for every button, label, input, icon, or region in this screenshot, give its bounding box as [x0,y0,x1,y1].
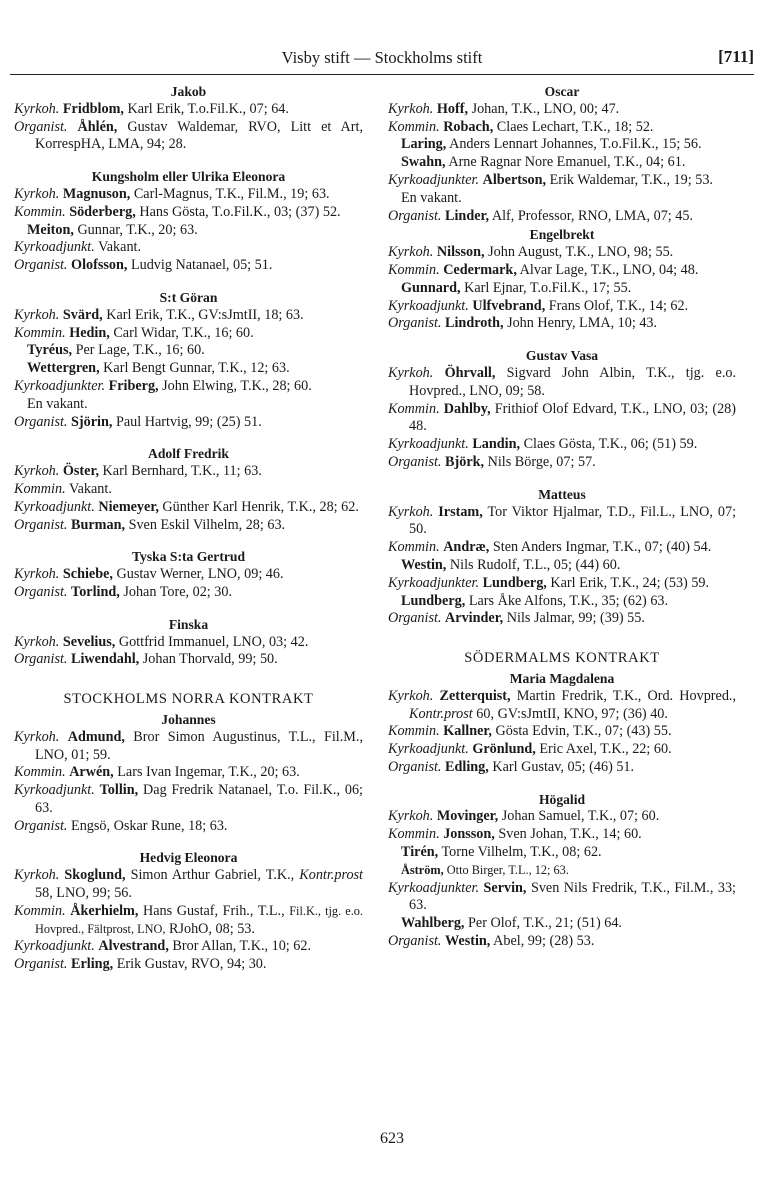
staff-entry [14,360,363,378]
staff-entry [388,298,736,316]
role-label: Kommin. [14,902,66,919]
person-surname: Åhlén, [77,118,118,135]
person-surname: Alvestrand, [98,938,169,955]
role-label: Organist. [14,118,68,135]
staff-entry [388,315,736,333]
staff-entry [388,808,736,826]
person-surname: Edling, [445,758,489,775]
staff-entry [14,239,363,257]
person-surname: Dahlby, [443,400,491,417]
staff-entry [388,610,736,628]
role-label: Kyrkoh. [14,306,60,323]
role-label: Kyrkoh. [14,728,60,745]
person-surname: Admund, [67,728,125,745]
staff-entry [14,414,363,432]
footer-page-number: 623 [380,1130,404,1147]
person-surname: Andræ, [443,539,490,556]
person-details: Gustav Waldemar, RVO, Litt et Art, KorrespHA, LMA, 94; 28. [35,118,363,153]
person-surname: Björk, [445,453,485,470]
person-details: Karl Erik, T.o.Fil.K., 07; 64. [127,100,289,117]
contract-heading: STOCKHOLMS NORRA KONTRAKT [63,691,314,708]
person-details: Bror Simon Augustinus, T.L., Fil.M., LNO, 01; 59. [35,728,363,763]
role-label: Kyrkoh. [14,185,60,202]
staff-entry [388,454,736,472]
role-label: Kommin. [388,261,440,278]
role-label: Kommin. [388,118,440,135]
person-surname: Gunnard, [401,279,461,296]
staff-entry [14,325,363,343]
header-title: Visby stift — Stockholms stift [281,48,483,67]
person-details: Sten Anders Ingmar, T.K., 07; (40) 54. [492,539,712,556]
role-label: Kyrkoadjunkt. [388,297,469,314]
staff-entry [388,365,736,401]
role-label: Kommin. [14,203,66,220]
person-details: Hans Gösta, T.o.Fil.K., 03; (37) 52. [139,203,341,220]
person-details: John August, T.K., LNO, 98; 55. [488,244,674,261]
person-details: Johan Thorvald, 99; 50. [142,651,278,668]
role-label: Kommin. [388,400,440,417]
person-details: Nils Rudolf, T.L., 05; (44) 60. [449,556,621,573]
church-heading: Högalid [538,791,586,807]
person-surname: Lundberg, [482,574,547,591]
staff-entry [388,244,736,262]
staff-entry [14,651,363,669]
person-details: Erik Gustav, RVO, 94; 30. [116,956,267,973]
person-details: Gustav Werner, LNO, 09; 46. [116,566,284,583]
staff-entry [388,741,736,759]
staff-entry [388,862,736,880]
staff-entry [388,280,736,298]
person-details: Gunnar, T.K., 20; 63. [77,221,198,238]
person-surname: Laring, [401,136,447,153]
role-label: Kontr.prost [299,867,363,884]
person-details: Lars Åke Alfons, T.K., 35; (62) 63. [468,592,669,609]
person-surname: Burman, [71,516,126,533]
staff-entry [14,729,363,765]
person-details: 60, GV:sJmtII, KNO, 97; (36) 40. [472,705,668,722]
person-details: John Henry, LMA, 10; 43. [507,315,658,332]
person-surname: Skoglund, [64,867,126,884]
role-label: Kyrkoadjunkter. [388,574,480,591]
person-surname: Wahlberg, [401,915,465,932]
person-surname: Zetterquist, [439,687,511,704]
role-label: Kommin. [14,480,66,497]
person-details: Hans Gustaf, Frih., T.L., [142,902,290,919]
person-details: Carl Widar, T.K., 16; 60. [113,324,254,341]
role-label: Kyrkoh. [388,503,434,520]
church-heading: Gustav Vasa [525,348,599,364]
staff-entry [14,517,363,535]
person-details: Vakant. [98,239,142,256]
person-surname: Söderberg, [69,203,136,220]
person-surname: Arwén, [69,764,114,781]
person-details: Claes Lechart, T.K., 18; 52. [496,118,654,135]
person-details: Anders Lennart Johannes, T.o.Fil.K., 15; 56. [449,136,702,153]
person-surname: Åkerhielm, [70,902,139,919]
role-label: Kyrkoh. [14,633,60,650]
person-details: Nils Börge, 07; 57. [487,453,596,470]
church-heading: Adolf Fredrik [148,446,229,462]
role-label: Organist. [14,817,68,834]
person-details: Martin Fredrik, T.K., Ord. Hovpred., [516,687,737,704]
person-details: Alf, Professor, RNO, LMA, 07; 45. [491,207,694,224]
person-surname: Sjörin, [71,413,113,430]
person-details: Karl Erik, T.K., 24; (53) 59. [550,574,710,591]
person-details: Günther Karl Henrik, T.K., 28; 62. [162,498,359,515]
person-surname: Öster, [62,463,99,480]
role-label: Kyrkoadjunkt. [14,239,95,256]
role-label: Kyrkoh. [388,100,434,117]
role-label: Kyrkoadjunkt. [14,938,95,955]
staff-entry [14,481,363,499]
person-details: Vakant. [68,480,112,497]
church-heading: Kungsholm eller Ulrika Eleonora [91,169,286,185]
staff-entry [14,956,363,974]
staff-entry [388,688,736,724]
person-surname: Schiebe, [62,566,113,583]
person-surname: Sevelius, [62,633,116,650]
role-label: Kyrkoh. [388,808,434,825]
person-details: Torne Vilhelm, T.K., 08; 62. [441,844,602,861]
role-label: Kommin. [388,826,440,843]
person-details: Erik Waldemar, T.K., 19; 53. [549,171,713,188]
role-label: Organist. [388,933,442,950]
staff-entry [14,342,363,360]
church-heading: Johannes [161,711,216,727]
person-details: Carl-Magnus, T.K., Fil.M., 19; 63. [133,185,330,202]
staff-entry [388,401,736,437]
person-surname: Irstam, [438,503,483,520]
person-surname: Liwendahl, [71,651,140,668]
right-column [388,82,736,951]
role-label: Kontr.prost [409,705,473,722]
person-surname: Ulfvebrand, [472,297,546,314]
staff-entry [388,759,736,777]
person-surname: Fridblom, [62,100,124,117]
role-label: Kyrkoh. [14,867,60,884]
staff-entry [14,867,363,903]
person-details: Gottfrid Immanuel, LNO, 03; 42. [118,633,309,650]
role-label: Organist. [14,516,68,533]
person-surname: Linder, [445,207,490,224]
person-surname: Kallner, [443,723,492,740]
person-details: En vakant. [27,395,88,412]
role-label: Kyrkoadjunkt. [14,782,95,799]
staff-entry [14,938,363,956]
church-heading: Hedvig Eleonora [139,850,238,866]
staff-entry [388,172,736,190]
person-surname: Tyréus, [27,342,73,359]
person-details: Eric Axel, T.K., 22; 60. [539,741,672,758]
staff-entry [388,190,736,208]
staff-entry [14,396,363,414]
person-surname: Swahn, [401,154,446,171]
person-details: Bror Allan, T.K., 10; 62. [172,938,312,955]
staff-entry [14,903,363,939]
person-surname: Nilsson, [436,244,485,261]
staff-entry [388,826,736,844]
staff-entry [388,119,736,137]
staff-entry [14,584,363,602]
person-details: Karl Ejnar, T.o.Fil.K., 17; 55. [464,279,632,296]
person-details: Karl Erik, T.K., GV:sJmtII, 18; 63. [106,306,304,323]
role-label: Organist. [14,956,68,973]
staff-entry [388,101,736,119]
role-label: Kyrkoadjunkter. [388,171,480,188]
staff-entry [388,436,736,454]
person-details: Simon Arthur Gabriel, T.K., [130,867,300,884]
person-surname: Erling, [71,956,114,973]
person-details: Ludvig Natanael, 05; 51. [130,257,273,274]
person-details: Karl Gustav, 05; (46) 51. [492,758,635,775]
person-surname: Lundberg, [401,592,466,609]
role-label: Kyrkoh. [388,687,434,704]
role-label: Organist. [388,610,442,627]
staff-entry [14,463,363,481]
role-label: Kommin. [14,764,66,781]
person-details: Per Lage, T.K., 16; 60. [75,342,205,359]
person-surname: Servin, [483,879,527,896]
person-details: Per Olof, T.K., 21; (51) 64. [468,915,622,932]
person-surname: Hoff, [436,100,469,117]
staff-entry [388,880,736,916]
role-label: Kommin. [388,723,440,740]
staff-entry [388,504,736,540]
person-details: Dag Fredrik Natanael, T.o. Fil.K., 06; 63. [35,782,363,816]
staff-entry [14,764,363,782]
person-surname: Meiton, [27,221,74,238]
person-surname: Torlind, [71,583,120,600]
person-surname: Niemeyer, [98,498,159,515]
staff-entry [14,307,363,325]
person-details: Tor Viktor Hjalmar, T.D., Fil.L., LNO, 07; 50. [409,503,737,538]
staff-entry [14,818,363,836]
role-label: Kyrkoh. [14,100,60,117]
staff-entry [14,222,363,240]
staff-entry [388,723,736,741]
staff-entry [388,593,736,611]
staff-entry [14,101,363,119]
staff-entry [14,782,363,818]
role-label: Organist. [388,453,442,470]
person-details: Sven Nils Fredrik, T.K., Fil.M., 33; 63. [409,879,736,914]
staff-entry [14,257,363,275]
role-label: Organist. [388,207,442,224]
person-details: Sigvard John Albin, T.K., tjg. e.o. Hovpred., LNO, 09; 58. [409,364,737,399]
person-surname: Tirén, [401,844,439,861]
person-surname: Magnuson, [62,185,131,202]
person-surname: Westin, [401,556,447,573]
role-label: Organist. [14,651,68,668]
staff-entry [388,575,736,593]
person-details: Otto Birger, T.L., 12; 63. [446,862,569,877]
person-details: Engsö, Oskar Rune, 18; 63. [71,817,228,834]
person-details: 58, LNO, 99; 56. [35,885,132,902]
role-label: Organist. [388,315,442,332]
left-column [14,82,363,974]
church-heading: S:t Göran [159,289,218,305]
staff-entry [14,119,363,155]
role-label: Organist. [14,257,68,274]
person-surname: Movinger, [436,808,499,825]
staff-entry [388,208,736,226]
person-details: Abel, 99; (28) 53. [493,933,595,950]
role-label: Kyrkoadjunkter. [388,879,480,896]
person-details: Gösta Edvin, T.K., 07; (43) 55. [495,723,672,740]
person-details: Frans Olof, T.K., 14; 62. [548,297,689,314]
person-details: En vakant. [401,189,462,206]
person-details: John Elwing, T.K., 28; 60. [162,377,312,394]
role-label: Organist. [388,758,442,775]
role-label: Organist. [14,413,68,430]
person-surname: Lindroth, [445,315,504,332]
person-details-small: Fil.K., tjg. e.o. Hovpred., Fältprost, LNO, [35,903,364,936]
person-surname: Friberg, [108,377,159,394]
staff-entry [388,136,736,154]
person-details: Nils Jalmar, 99; (39) 55. [506,610,645,627]
role-label: Organist. [14,583,68,600]
staff-entry [14,204,363,222]
person-surname: Westin, [445,933,491,950]
role-label: Kyrkoh. [14,463,60,480]
person-details: Arne Ragnar Nore Emanuel, T.K., 04; 61. [448,154,686,171]
person-details: Karl Bengt Gunnar, T.K., 12; 63. [103,360,290,377]
person-surname: Tollin, [99,782,139,799]
role-label: Kyrkoh. [388,364,434,381]
person-surname: Olofsson, [71,257,128,274]
header-page-number: [711] [718,47,754,66]
person-details: Johan Samuel, T.K., 07; 60. [501,808,660,825]
staff-entry [14,378,363,396]
person-surname: Jonsson, [443,826,495,843]
church-heading: Engelbrekt [529,227,595,243]
person-details: Frithiof Olof Edvard, T.K., LNO, 03; (28) 48. [409,400,737,435]
person-details: Sven Johan, T.K., 14; 60. [498,826,642,843]
contract-heading: SÖDERMALMS KONTRAKT [464,650,660,667]
person-surname: Svärd, [62,306,103,323]
role-label: Kommin. [388,539,440,556]
church-heading: Jakob [170,84,207,99]
running-header [10,44,754,75]
staff-entry [388,915,736,933]
role-label: Kyrkoadjunkt. [14,498,95,515]
staff-entry [388,933,736,951]
role-label: Kyrkoh. [14,566,60,583]
staff-entry [14,634,363,652]
person-details: Johan Tore, 02; 30. [123,583,233,600]
staff-entry [14,566,363,584]
church-heading: Matteus [538,486,586,502]
staff-entry [388,154,736,172]
person-surname: Cedermark, [443,261,517,278]
person-details: Karl Bernhard, T.K., 11; 63. [102,463,262,480]
person-surname: Åström, [401,862,444,877]
person-surname: Wettergren, [27,360,100,377]
staff-entry [388,844,736,862]
person-surname: Arvinder, [445,610,504,627]
staff-entry [14,186,363,204]
role-label: Kyrkoadjunkter. [14,377,106,394]
staff-entry [14,499,363,517]
church-heading: Tyska S:ta Gertrud [131,549,246,565]
church-heading: Maria Magdalena [509,670,615,686]
person-details: Claes Gösta, T.K., 06; (51) 59. [523,436,698,453]
person-details: RJohO, 08; 53. [165,920,255,937]
person-details: Lars Ivan Ingemar, T.K., 20; 63. [117,764,300,781]
role-label: Kommin. [14,324,66,341]
role-label: Kyrkoh. [388,244,434,261]
person-surname: Öhrvall, [444,364,496,381]
staff-entry [388,539,736,557]
church-heading: Oscar [544,84,580,99]
person-surname: Robach, [443,118,494,135]
person-surname: Albertson, [482,171,547,188]
person-surname: Landin, [472,436,521,453]
person-details: Johan, T.K., LNO, 00; 47. [471,100,620,117]
staff-entry [388,557,736,575]
person-details: Alvar Lage, T.K., LNO, 04; 48. [519,261,699,278]
church-heading: Finska [168,616,209,632]
role-label: Kyrkoadjunkt. [388,741,469,758]
person-details: Sven Eskil Vilhelm, 28; 63. [128,516,286,533]
person-details: Paul Hartvig, 99; (25) 51. [115,413,262,430]
person-surname: Grönlund, [472,741,536,758]
person-surname: Hedin, [69,324,110,341]
staff-entry [388,262,736,280]
role-label: Kyrkoadjunkt. [388,436,469,453]
